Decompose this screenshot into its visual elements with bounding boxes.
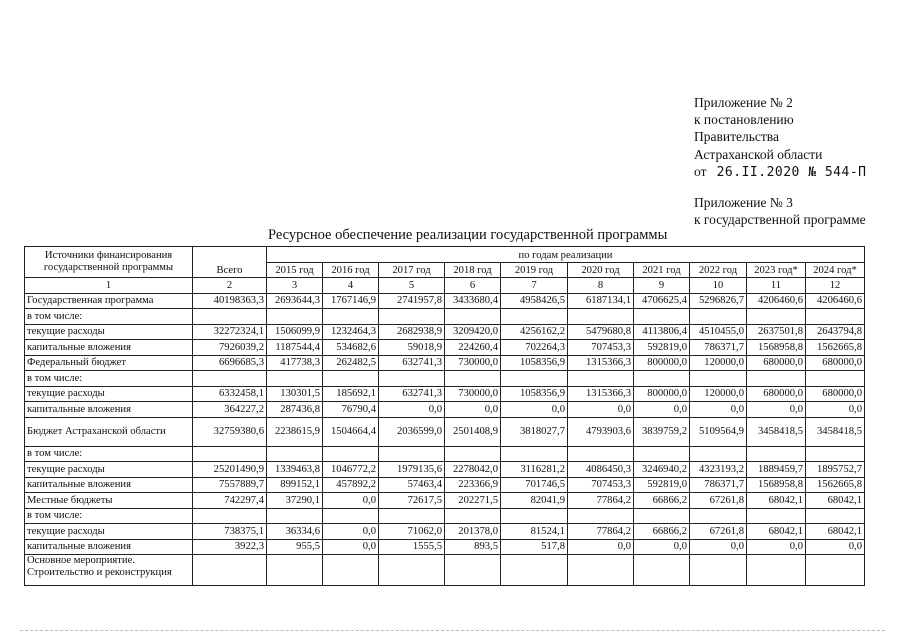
value-cell: 57463,4 bbox=[379, 477, 445, 493]
value-cell bbox=[379, 371, 445, 387]
value-cell bbox=[445, 555, 501, 586]
value-cell: 0,0 bbox=[747, 402, 806, 418]
value-cell: 730000,0 bbox=[445, 355, 501, 371]
value-cell: 81524,1 bbox=[501, 524, 568, 540]
value-cell: 5479680,8 bbox=[568, 324, 634, 340]
value-cell bbox=[690, 371, 747, 387]
value-cell bbox=[690, 555, 747, 586]
table-row bbox=[25, 293, 865, 309]
value-cell: 224260,4 bbox=[445, 340, 501, 356]
value-cell: 592819,0 bbox=[634, 340, 690, 356]
value-cell: 287436,8 bbox=[267, 402, 323, 418]
value-cell: 0,0 bbox=[568, 402, 634, 418]
header-line: к постановлению bbox=[694, 112, 794, 128]
value-cell: 68042,1 bbox=[747, 524, 806, 540]
row-label: текущие расходы bbox=[25, 386, 193, 402]
value-cell: 3922,3 bbox=[193, 539, 267, 555]
value-cell: 4113806,4 bbox=[634, 324, 690, 340]
value-cell bbox=[690, 309, 747, 325]
value-cell: 4206460,6 bbox=[806, 293, 865, 309]
value-cell: 1187544,4 bbox=[267, 340, 323, 356]
column-number: 3 bbox=[267, 278, 323, 294]
years-group-header: по годам реализации bbox=[267, 247, 865, 263]
value-cell: 120000,0 bbox=[690, 386, 747, 402]
value-cell bbox=[806, 309, 865, 325]
value-cell: 707453,3 bbox=[568, 477, 634, 493]
value-cell: 364227,2 bbox=[193, 402, 267, 418]
value-cell: 68042,1 bbox=[747, 493, 806, 509]
value-cell: 202271,5 bbox=[445, 493, 501, 509]
value-cell: 0,0 bbox=[747, 539, 806, 555]
row-label: Федеральный бюджет bbox=[25, 355, 193, 371]
value-cell: 1232464,3 bbox=[323, 324, 379, 340]
value-cell: 1315366,3 bbox=[568, 386, 634, 402]
value-cell: 0,0 bbox=[634, 539, 690, 555]
value-cell: 4958426,5 bbox=[501, 293, 568, 309]
table-row bbox=[25, 493, 865, 509]
value-cell: 4256162,2 bbox=[501, 324, 568, 340]
row-label: в том числе: bbox=[25, 446, 193, 462]
value-cell: 1339463,8 bbox=[267, 462, 323, 478]
value-cell bbox=[193, 371, 267, 387]
row-label: текущие расходы bbox=[25, 324, 193, 340]
value-cell: 0,0 bbox=[323, 539, 379, 555]
value-cell: 0,0 bbox=[806, 539, 865, 555]
value-cell bbox=[379, 508, 445, 524]
value-cell: 7926039,2 bbox=[193, 340, 267, 356]
value-cell: 1767146,9 bbox=[323, 293, 379, 309]
value-cell bbox=[806, 446, 865, 462]
value-cell bbox=[323, 371, 379, 387]
column-number: 4 bbox=[323, 278, 379, 294]
value-cell: 2682938,9 bbox=[379, 324, 445, 340]
value-cell: 120000,0 bbox=[690, 355, 747, 371]
value-cell bbox=[501, 446, 568, 462]
value-cell bbox=[323, 508, 379, 524]
value-cell: 1895752,7 bbox=[806, 462, 865, 478]
value-cell: 1562665,8 bbox=[806, 477, 865, 493]
value-cell: 899152,1 bbox=[267, 477, 323, 493]
value-cell: 632741,3 bbox=[379, 386, 445, 402]
value-cell bbox=[634, 371, 690, 387]
value-cell bbox=[267, 446, 323, 462]
value-cell: 77864,2 bbox=[568, 493, 634, 509]
value-cell bbox=[634, 508, 690, 524]
row-label: капитальные вложения bbox=[25, 402, 193, 418]
value-cell bbox=[267, 555, 323, 586]
value-cell bbox=[747, 309, 806, 325]
value-cell: 67261,8 bbox=[690, 493, 747, 509]
row-label: текущие расходы bbox=[25, 524, 193, 540]
value-cell bbox=[634, 555, 690, 586]
value-cell bbox=[568, 309, 634, 325]
value-cell: 2238615,9 bbox=[267, 417, 323, 446]
value-cell: 3433680,4 bbox=[445, 293, 501, 309]
value-cell: 786371,7 bbox=[690, 477, 747, 493]
value-cell: 66866,2 bbox=[634, 524, 690, 540]
year-header: 2023 год* bbox=[747, 262, 806, 278]
table-row bbox=[25, 402, 865, 418]
column-number: 10 bbox=[690, 278, 747, 294]
value-cell bbox=[806, 508, 865, 524]
value-cell: 4510455,0 bbox=[690, 324, 747, 340]
value-cell: 738375,1 bbox=[193, 524, 267, 540]
table-row bbox=[25, 446, 865, 462]
table-row bbox=[25, 524, 865, 540]
value-cell: 68042,1 bbox=[806, 493, 865, 509]
value-cell: 0,0 bbox=[690, 539, 747, 555]
table-header-row bbox=[25, 247, 865, 263]
value-cell: 0,0 bbox=[634, 402, 690, 418]
value-cell: 2036599,0 bbox=[379, 417, 445, 446]
value-cell bbox=[379, 446, 445, 462]
value-cell: 2643794,8 bbox=[806, 324, 865, 340]
value-cell: 223366,9 bbox=[445, 477, 501, 493]
header-line: Приложение № 3 bbox=[694, 195, 793, 210]
value-cell bbox=[634, 309, 690, 325]
value-cell: 4086450,3 bbox=[568, 462, 634, 478]
column-number: 12 bbox=[806, 278, 865, 294]
value-cell: 680000,0 bbox=[806, 355, 865, 371]
column-number-row bbox=[25, 278, 865, 294]
column-number: 9 bbox=[634, 278, 690, 294]
value-cell bbox=[267, 371, 323, 387]
appendix-header-2 bbox=[694, 194, 866, 228]
value-cell: 517,8 bbox=[501, 539, 568, 555]
value-cell: 0,0 bbox=[323, 524, 379, 540]
value-cell bbox=[634, 446, 690, 462]
value-cell bbox=[806, 371, 865, 387]
value-cell bbox=[445, 371, 501, 387]
value-cell: 67261,8 bbox=[690, 524, 747, 540]
value-cell bbox=[267, 309, 323, 325]
column-number: 5 bbox=[379, 278, 445, 294]
value-cell: 7557889,7 bbox=[193, 477, 267, 493]
value-cell: 786371,7 bbox=[690, 340, 747, 356]
column-number: 7 bbox=[501, 278, 568, 294]
header-line: к государственной программе bbox=[694, 212, 866, 227]
value-cell: 457892,2 bbox=[323, 477, 379, 493]
value-cell bbox=[445, 446, 501, 462]
value-cell: 0,0 bbox=[806, 402, 865, 418]
page-bottom-edge bbox=[20, 630, 885, 632]
value-cell: 3116281,2 bbox=[501, 462, 568, 478]
value-cell bbox=[568, 371, 634, 387]
value-cell: 40198363,3 bbox=[193, 293, 267, 309]
value-cell: 893,5 bbox=[445, 539, 501, 555]
header-line: Астраханской области bbox=[694, 146, 823, 162]
value-cell: 2741957,8 bbox=[379, 293, 445, 309]
value-cell bbox=[193, 446, 267, 462]
table-row bbox=[25, 355, 865, 371]
value-cell: 0,0 bbox=[501, 402, 568, 418]
value-cell: 1504664,4 bbox=[323, 417, 379, 446]
value-cell: 955,5 bbox=[267, 539, 323, 555]
value-cell: 25201490,9 bbox=[193, 462, 267, 478]
value-cell: 3458418,5 bbox=[747, 417, 806, 446]
row-label: текущие расходы bbox=[25, 462, 193, 478]
year-header: 2020 год bbox=[568, 262, 634, 278]
value-cell: 707453,3 bbox=[568, 340, 634, 356]
document-title: Ресурсное обеспечение реализации государственной программы bbox=[268, 227, 668, 243]
value-cell bbox=[747, 555, 806, 586]
value-cell bbox=[379, 309, 445, 325]
value-cell bbox=[568, 508, 634, 524]
value-cell: 1555,5 bbox=[379, 539, 445, 555]
value-cell: 32272324,1 bbox=[193, 324, 267, 340]
value-cell: 6696685,3 bbox=[193, 355, 267, 371]
value-cell bbox=[445, 508, 501, 524]
header-line: Приложение № 2 bbox=[694, 95, 793, 110]
value-cell bbox=[568, 555, 634, 586]
value-cell: 2637501,8 bbox=[747, 324, 806, 340]
value-cell: 730000,0 bbox=[445, 386, 501, 402]
value-cell: 1315366,3 bbox=[568, 355, 634, 371]
value-cell: 1568958,8 bbox=[747, 477, 806, 493]
value-cell: 76790,4 bbox=[323, 402, 379, 418]
value-cell: 32759380,6 bbox=[193, 417, 267, 446]
value-cell: 0,0 bbox=[379, 402, 445, 418]
value-cell: 417738,3 bbox=[267, 355, 323, 371]
value-cell: 1058356,9 bbox=[501, 386, 568, 402]
value-cell: 680000,0 bbox=[747, 355, 806, 371]
value-cell bbox=[501, 309, 568, 325]
table-row bbox=[25, 539, 865, 555]
value-cell: 262482,5 bbox=[323, 355, 379, 371]
value-cell bbox=[445, 309, 501, 325]
value-cell: 1889459,7 bbox=[747, 462, 806, 478]
value-cell: 3818027,7 bbox=[501, 417, 568, 446]
value-cell: 4706625,4 bbox=[634, 293, 690, 309]
value-cell: 1562665,8 bbox=[806, 340, 865, 356]
value-cell: 680000,0 bbox=[806, 386, 865, 402]
value-cell bbox=[501, 555, 568, 586]
table-row bbox=[25, 462, 865, 478]
value-cell bbox=[323, 555, 379, 586]
value-cell: 4793903,6 bbox=[568, 417, 634, 446]
value-cell: 534682,6 bbox=[323, 340, 379, 356]
value-cell: 2501408,9 bbox=[445, 417, 501, 446]
column-number: 6 bbox=[445, 278, 501, 294]
value-cell: 82041,9 bbox=[501, 493, 568, 509]
value-cell bbox=[323, 309, 379, 325]
table-row bbox=[25, 371, 865, 387]
value-cell: 2693644,3 bbox=[267, 293, 323, 309]
value-cell bbox=[747, 446, 806, 462]
value-cell: 4206460,6 bbox=[747, 293, 806, 309]
value-cell: 185692,1 bbox=[323, 386, 379, 402]
year-header: 2015 год bbox=[267, 262, 323, 278]
value-cell: 130301,5 bbox=[267, 386, 323, 402]
value-cell: 1979135,6 bbox=[379, 462, 445, 478]
value-cell: 0,0 bbox=[568, 539, 634, 555]
year-header: 2022 год bbox=[690, 262, 747, 278]
table-row bbox=[25, 324, 865, 340]
value-cell: 201378,0 bbox=[445, 524, 501, 540]
value-cell: 3839759,2 bbox=[634, 417, 690, 446]
value-cell: 800000,0 bbox=[634, 386, 690, 402]
value-cell bbox=[501, 508, 568, 524]
value-cell: 59018,9 bbox=[379, 340, 445, 356]
value-cell: 3209420,0 bbox=[445, 324, 501, 340]
value-cell: 1046772,2 bbox=[323, 462, 379, 478]
value-cell: 66866,2 bbox=[634, 493, 690, 509]
year-header: 2017 год bbox=[379, 262, 445, 278]
value-cell: 0,0 bbox=[690, 402, 747, 418]
table-row bbox=[25, 477, 865, 493]
column-number: 2 bbox=[193, 278, 267, 294]
value-cell bbox=[568, 446, 634, 462]
value-cell: 1568958,8 bbox=[747, 340, 806, 356]
value-cell: 1506099,9 bbox=[267, 324, 323, 340]
value-cell bbox=[379, 555, 445, 586]
year-header: 2024 год* bbox=[806, 262, 865, 278]
total-header: Всего bbox=[193, 247, 267, 278]
value-cell: 6187134,1 bbox=[568, 293, 634, 309]
date-value: 26.II.2020 № 544-П bbox=[716, 164, 867, 180]
value-cell: 2278042,0 bbox=[445, 462, 501, 478]
value-cell: 6332458,1 bbox=[193, 386, 267, 402]
row-label: в том числе: bbox=[25, 309, 193, 325]
value-cell: 5109564,9 bbox=[690, 417, 747, 446]
value-cell: 632741,3 bbox=[379, 355, 445, 371]
value-cell bbox=[323, 446, 379, 462]
table-row bbox=[25, 417, 865, 446]
resource-table bbox=[24, 246, 865, 586]
table-row bbox=[25, 340, 865, 356]
row-label: Государственная программа bbox=[25, 293, 193, 309]
row-label: капитальные вложения bbox=[25, 539, 193, 555]
value-cell bbox=[193, 508, 267, 524]
value-cell: 701746,5 bbox=[501, 477, 568, 493]
value-cell: 680000,0 bbox=[747, 386, 806, 402]
value-cell: 800000,0 bbox=[634, 355, 690, 371]
value-cell bbox=[747, 371, 806, 387]
value-cell: 36334,6 bbox=[267, 524, 323, 540]
year-header: 2019 год bbox=[501, 262, 568, 278]
table-row bbox=[25, 386, 865, 402]
column-number: 1 bbox=[25, 278, 193, 294]
value-cell: 0,0 bbox=[445, 402, 501, 418]
value-cell bbox=[193, 309, 267, 325]
value-cell: 71062,0 bbox=[379, 524, 445, 540]
row-label: Бюджет Астраханской области bbox=[25, 417, 193, 446]
row-label: в том числе: bbox=[25, 508, 193, 524]
row-label: капитальные вложения bbox=[25, 477, 193, 493]
value-cell: 77864,2 bbox=[568, 524, 634, 540]
value-cell bbox=[806, 555, 865, 586]
value-cell: 592819,0 bbox=[634, 477, 690, 493]
row-label: Основное мероприятие. Строительство и реконструкция bbox=[25, 555, 193, 586]
row-label: Местные бюджеты bbox=[25, 493, 193, 509]
value-cell: 3246940,2 bbox=[634, 462, 690, 478]
row-label: в том числе: bbox=[25, 371, 193, 387]
year-header: 2018 год bbox=[445, 262, 501, 278]
year-header: 2021 год bbox=[634, 262, 690, 278]
value-cell: 1058356,9 bbox=[501, 355, 568, 371]
value-cell bbox=[690, 446, 747, 462]
value-cell: 742297,4 bbox=[193, 493, 267, 509]
table-row bbox=[25, 555, 865, 586]
value-cell bbox=[690, 508, 747, 524]
value-cell bbox=[267, 508, 323, 524]
table-row bbox=[25, 508, 865, 524]
column-number: 8 bbox=[568, 278, 634, 294]
value-cell: 3458418,5 bbox=[806, 417, 865, 446]
date-prefix: от bbox=[694, 163, 707, 179]
value-cell: 702264,3 bbox=[501, 340, 568, 356]
table-row bbox=[25, 309, 865, 325]
column-number: 11 bbox=[747, 278, 806, 294]
header-date bbox=[694, 163, 867, 181]
value-cell bbox=[747, 508, 806, 524]
source-header: Источники финансирования государственной программы bbox=[25, 247, 193, 278]
value-cell: 37290,1 bbox=[267, 493, 323, 509]
value-cell: 0,0 bbox=[323, 493, 379, 509]
year-header: 2016 год bbox=[323, 262, 379, 278]
value-cell: 68042,1 bbox=[806, 524, 865, 540]
value-cell bbox=[501, 371, 568, 387]
row-label: капитальные вложения bbox=[25, 340, 193, 356]
value-cell: 5296826,7 bbox=[690, 293, 747, 309]
value-cell: 4323193,2 bbox=[690, 462, 747, 478]
header-line: Правительства bbox=[694, 129, 779, 145]
value-cell: 72617,5 bbox=[379, 493, 445, 509]
value-cell bbox=[193, 555, 267, 586]
appendix-header bbox=[694, 94, 867, 181]
